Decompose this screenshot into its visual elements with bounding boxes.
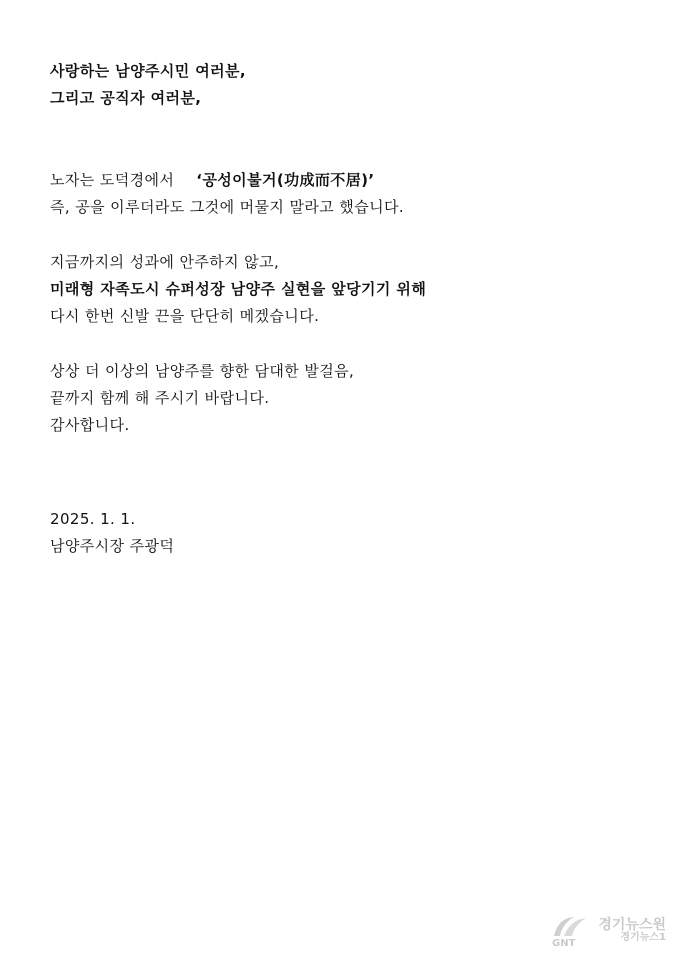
thanks-line: 감사합니다. bbox=[50, 416, 130, 434]
not-complacent-line: 지금까지의 성과에 안주하지 않고, bbox=[50, 253, 280, 271]
greeting-citizens: 사랑하는 남양주시민 여러분, bbox=[50, 62, 247, 80]
mayor-signature: 남양주시장 주광덕 bbox=[50, 537, 175, 555]
laozi-quote-line bbox=[50, 167, 650, 194]
vision-statement: 미래형 자족도시 슈퍼성장 남양주 실현을 앞당기기 위해 bbox=[50, 280, 427, 298]
quote-explanation: 즉, 공을 이루더라도 그것에 머물지 말라고 했습니다. bbox=[50, 198, 405, 216]
news-watermark bbox=[548, 914, 666, 948]
greeting-officials: 그리고 공직자 여러분, bbox=[50, 89, 202, 107]
letter-body bbox=[50, 58, 650, 560]
gnt-logo-text: GNT bbox=[552, 938, 576, 948]
commitment-line: 다시 한번 신발 끈을 단단히 메겠습니다. bbox=[50, 307, 320, 325]
gnt-logo-icon bbox=[548, 914, 594, 948]
watermark-sub-text: 경기뉴스1 bbox=[620, 932, 666, 944]
letter-date: 2025. 1. 1. bbox=[50, 510, 136, 528]
laozi-intro-text: 노자는 도덕경에서 bbox=[50, 171, 175, 189]
bold-steps-line: 상상 더 이상의 남양주를 향한 담대한 발걸음, bbox=[50, 362, 355, 380]
gongseong-quote: ‘공성이불거(功成而不居)’ bbox=[196, 171, 375, 189]
together-line: 끝까지 함께 해 주시기 바랍니다. bbox=[50, 389, 270, 407]
watermark-main-text: 경기뉴스원 bbox=[598, 917, 666, 934]
